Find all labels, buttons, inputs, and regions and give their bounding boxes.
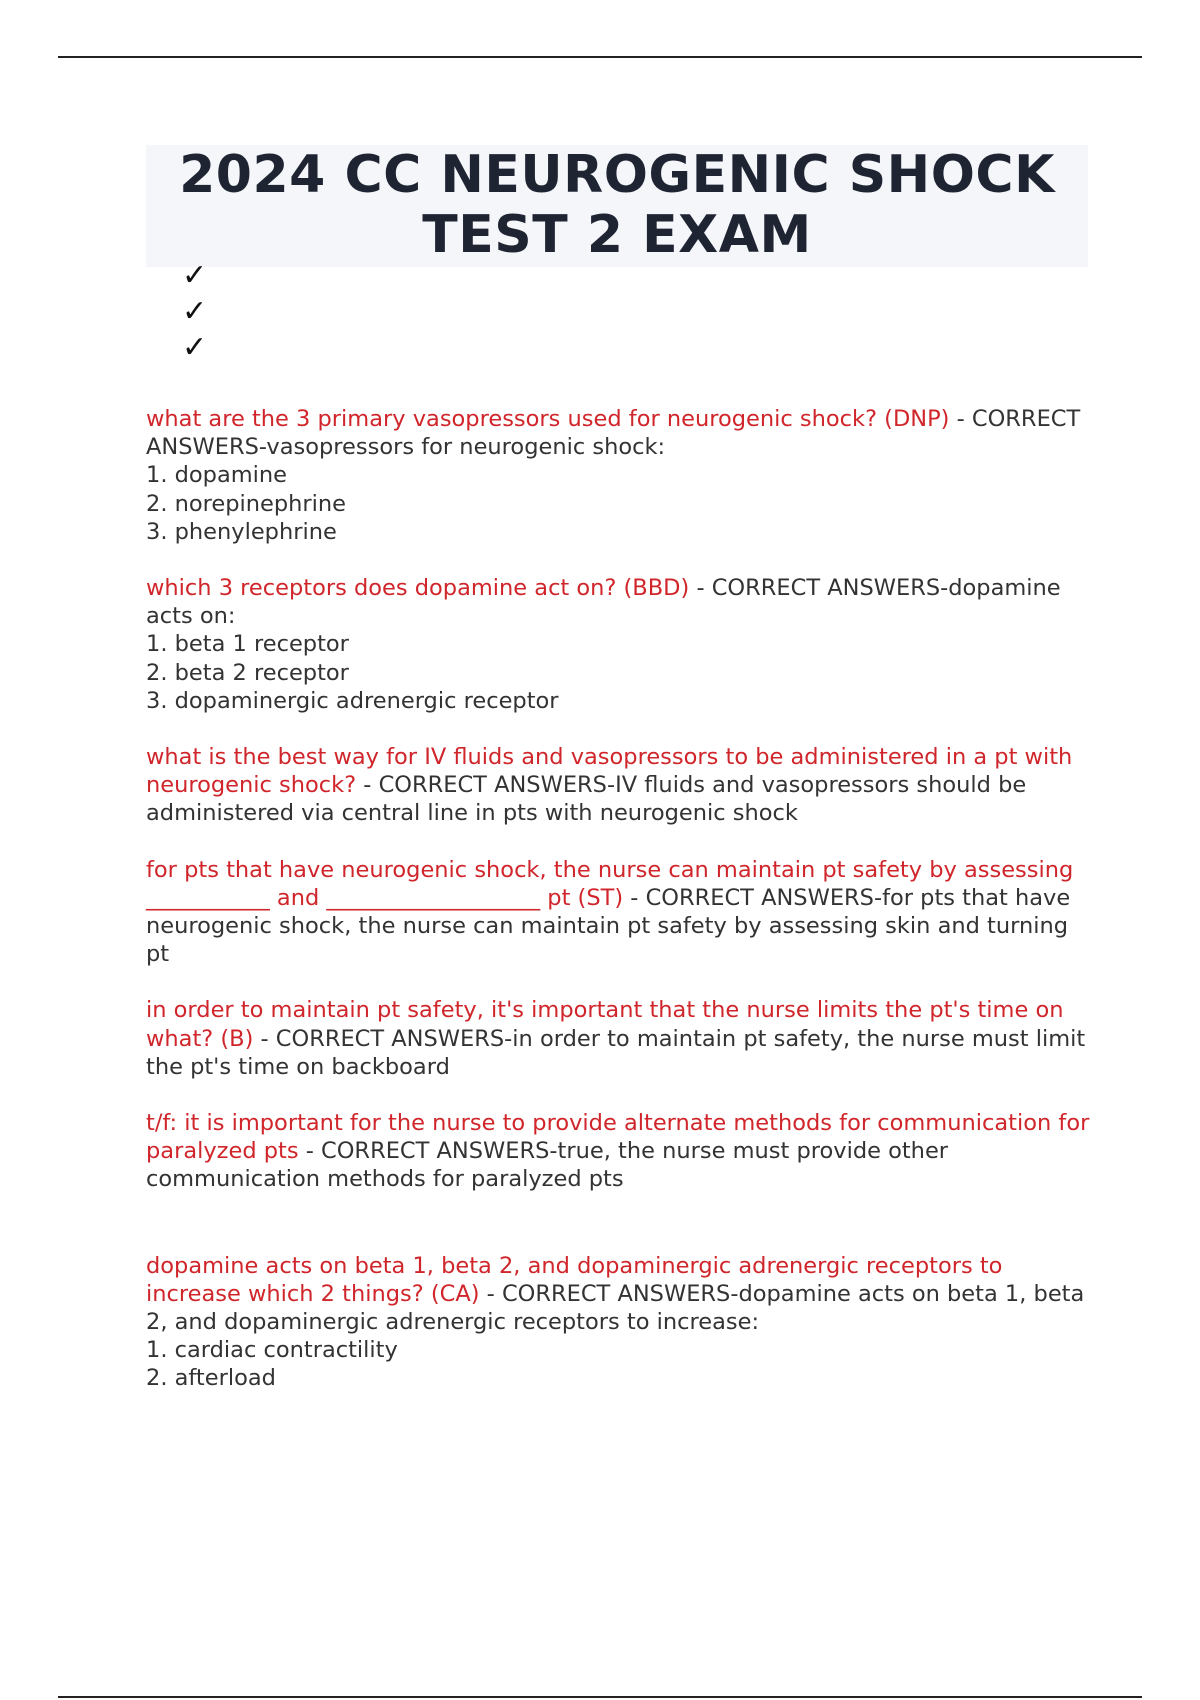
answer: true, the nurse must provide other communication methods for paralyzed pts bbox=[146, 1138, 949, 1193]
answer: dopamine acts on: bbox=[146, 575, 1061, 630]
answer-list-item: 1. beta 1 receptor bbox=[146, 631, 349, 658]
question: t/f: it is important for the nurse to provide alternate methods for communication for paralyzed pts bbox=[146, 1110, 1090, 1165]
checkmark-icon: ✓ bbox=[182, 258, 208, 293]
answer-separator: - CORRECT ANSWERS- bbox=[356, 772, 616, 799]
answer-separator: - CORRECT ANSWERS- bbox=[689, 575, 949, 602]
qa-item-2 bbox=[146, 574, 1096, 715]
answer: IV fluids and vasopressors should be administered via central line in pts with neurogenic shock bbox=[146, 772, 1027, 827]
qa-item-3 bbox=[146, 743, 1096, 828]
answer-list-item: 3. phenylephrine bbox=[146, 518, 337, 545]
answer-separator: - CORRECT ANSWERS- bbox=[253, 1025, 513, 1052]
answer-list-item: 2. beta 2 receptor bbox=[146, 659, 349, 686]
qa-item-5 bbox=[146, 996, 1096, 1081]
question: which 3 receptors does dopamine act on? (BBD) bbox=[146, 575, 690, 602]
bottom-rule bbox=[58, 1696, 1142, 1698]
checkmark-list bbox=[182, 258, 207, 366]
question: what are the 3 primary vasopressors used for neurogenic shock? (DNP) bbox=[146, 406, 950, 432]
answer: in order to maintain pt safety, the nurse must limit the pt's time on backboard bbox=[146, 1025, 1086, 1080]
answer-list-item: 2. norepinephrine bbox=[146, 490, 347, 517]
qa-content bbox=[146, 405, 1096, 1421]
qa-item-4 bbox=[146, 856, 1096, 969]
answer-list-item: 1. cardiac contractility bbox=[146, 1337, 398, 1364]
title-box bbox=[146, 145, 1088, 267]
question: dopamine acts on beta 1, beta 2, and dopaminergic adrenergic receptors to increase which 2 things? (CA) bbox=[146, 1252, 1003, 1307]
answer-list-item: 3. dopaminergic adrenergic receptor bbox=[146, 687, 559, 714]
answer: for pts that have neurogenic shock, the nurse can maintain pt safety by assessing skin and turning pt bbox=[146, 884, 1071, 968]
answer-list-item: 1. dopamine bbox=[146, 462, 288, 489]
answer-separator: - CORRECT ANSWERS- bbox=[298, 1138, 558, 1165]
answer-list-item: 2. afterload bbox=[146, 1365, 276, 1392]
question: what is the best way for IV fluids and vasopressors to be administered in a pt with neurogenic shock? bbox=[146, 744, 1073, 799]
answer-separator: - CORRECT ANSWERS- bbox=[146, 406, 1081, 461]
qa-item-6 bbox=[146, 1109, 1096, 1194]
answer-separator: - CORRECT ANSWERS- bbox=[623, 884, 883, 911]
answer: dopamine acts on beta 1, beta 2, and dopaminergic adrenergic receptors to increase: bbox=[146, 1280, 1085, 1336]
checkmark-icon: ✓ bbox=[182, 294, 208, 329]
question: for pts that have neurogenic shock, the nurse can maintain pt safety by assessing ___________ and ___________________ pt (ST) bbox=[146, 856, 1074, 911]
qa-item-7 bbox=[146, 1252, 1096, 1393]
answer: vasopressors for neurogenic shock: bbox=[266, 434, 666, 461]
document-title: 2024 CC NEUROGENIC SHOCK TEST 2 EXAM bbox=[179, 145, 1055, 265]
top-rule bbox=[58, 56, 1142, 58]
answer-separator: - CORRECT ANSWERS- bbox=[479, 1280, 739, 1307]
qa-item-1 bbox=[146, 405, 1096, 546]
checkmark-icon: ✓ bbox=[182, 330, 208, 365]
question: in order to maintain pt safety, it's important that the nurse limits the pt's time on what? (B) bbox=[146, 997, 1064, 1052]
